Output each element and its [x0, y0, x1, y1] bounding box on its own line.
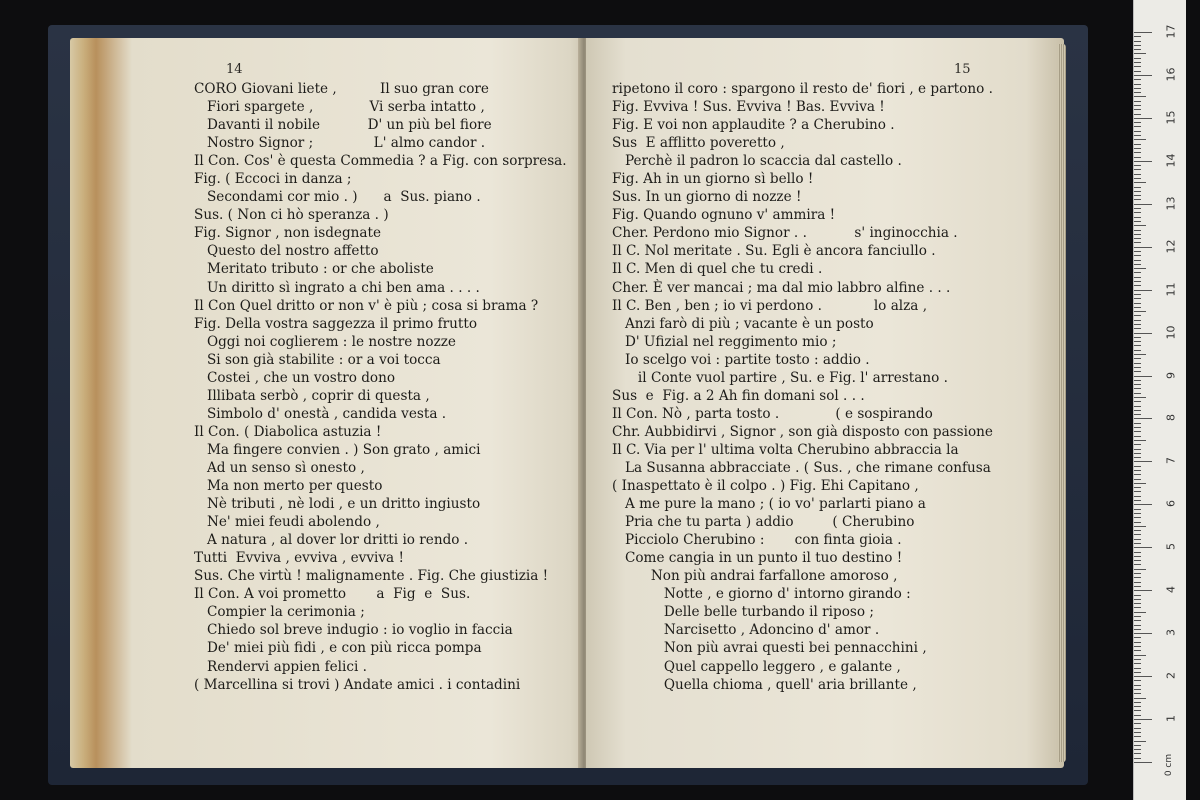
ruler-number: 3 — [1164, 629, 1178, 637]
ruler-tick — [1134, 303, 1141, 304]
ruler-tick — [1134, 298, 1141, 299]
ruler-tick — [1134, 307, 1141, 308]
ruler-tick — [1134, 461, 1152, 462]
ruler-tick — [1134, 131, 1141, 132]
text-line: La Susanna abbracciate . ( Sus. , che rimane confusa — [612, 459, 991, 476]
ruler-tick — [1134, 152, 1141, 153]
ruler-tick — [1134, 745, 1141, 746]
ruler-number: 13 — [1164, 196, 1178, 211]
ruler-tick — [1134, 414, 1141, 415]
ruler-tick — [1134, 500, 1141, 501]
text-line: Meritato tributo : or che aboliste — [194, 261, 434, 278]
text-line: Notte , e giorno d' intorno girando : — [612, 586, 911, 603]
ruler-tick — [1134, 350, 1141, 351]
ruler-tick — [1134, 264, 1141, 265]
ruler-tick — [1134, 552, 1141, 553]
ruler-number: 14 — [1164, 153, 1178, 168]
text-line: Ma fingere convien . ) Son grato , amici — [194, 441, 481, 458]
ruler-tick — [1134, 148, 1141, 149]
ruler-tick — [1134, 569, 1146, 570]
text-line: Fig. Ah in un giorno sì bello ! — [612, 171, 814, 188]
ruler-tick — [1134, 41, 1141, 42]
text-line: Costei , che un vostro dono — [194, 369, 396, 386]
ruler-tick — [1134, 736, 1141, 737]
ruler-number: 8 — [1164, 414, 1178, 422]
text-line: Il C. Men di quel che tu credi . — [612, 261, 823, 278]
ruler-tick — [1134, 689, 1141, 690]
text-line: Illibata serbò , coprir di questa , — [194, 387, 430, 404]
ruler-tick — [1134, 376, 1152, 377]
ruler-tick — [1134, 431, 1141, 432]
ruler-tick — [1134, 315, 1141, 316]
text-line: Un diritto sì ingrato a chi ben ama . . . . — [194, 279, 480, 296]
ruler-tick — [1134, 676, 1152, 677]
text-line: Il C. Ben , ben ; io vi perdono . lo alza , — [612, 297, 928, 314]
ruler-tick — [1134, 255, 1141, 256]
text-line: Nostro Signor ; L' almo candor . — [194, 135, 486, 152]
ruler-tick — [1134, 204, 1152, 205]
ruler-tick — [1134, 753, 1141, 754]
ruler-tick — [1134, 84, 1141, 85]
ruler-tick — [1134, 620, 1141, 621]
page-edge-stack — [1058, 44, 1066, 762]
open-book — [70, 38, 1065, 768]
ruler-tick — [1134, 672, 1141, 673]
ruler-tick — [1134, 646, 1141, 647]
text-line: Come cangia in un punto il tuo destino ! — [612, 550, 903, 567]
ruler-tick — [1134, 491, 1141, 492]
ruler-tick — [1134, 418, 1152, 419]
text-line: ripetono il coro : spargono il resto de' fiori , e partono . — [612, 81, 993, 97]
text-line: Davanti il nobile D' un più bel fiore — [194, 117, 492, 134]
ruler-tick — [1134, 410, 1141, 411]
text-line: Pria che tu parta ) addio ( Cherubino — [612, 514, 915, 531]
ruler-tick — [1134, 380, 1141, 381]
text-line: Secondami cor mio . ) a Sus. piano . — [194, 189, 481, 206]
ruler-tick — [1134, 363, 1141, 364]
ruler-tick — [1134, 260, 1141, 261]
text-line: Il Con. Cos' è questa Commedia ? a Fig. con sorpresa. — [194, 153, 567, 170]
ruler-tick — [1134, 526, 1146, 527]
text-line: Sus. In un giorno di nozze ! — [612, 189, 802, 206]
ruler-tick — [1134, 637, 1141, 638]
ruler-tick — [1134, 75, 1152, 76]
ruler-tick — [1134, 118, 1152, 119]
ruler-tick — [1134, 444, 1141, 445]
ruler-tick — [1134, 182, 1146, 183]
ruler-tick — [1134, 212, 1141, 213]
text-line: Questo del nostro affetto — [194, 243, 379, 260]
ruler-number: 9 — [1164, 371, 1178, 379]
ruler-tick — [1134, 191, 1141, 192]
ruler-tick — [1134, 96, 1146, 97]
ruler-tick — [1134, 479, 1141, 480]
ruler-tick — [1134, 719, 1152, 720]
ruler-tick — [1134, 573, 1141, 574]
ruler-tick — [1134, 333, 1152, 334]
text-line: Quella chioma , quell' aria brillante , — [612, 676, 917, 693]
ruler-tick — [1134, 470, 1141, 471]
text-line: A me pure la mano ; ( io vo' parlarti piano a — [612, 496, 926, 513]
right-page — [586, 38, 1064, 768]
ruler-tick — [1134, 272, 1141, 273]
ruler-tick — [1134, 230, 1141, 231]
ruler-tick — [1134, 590, 1152, 591]
text-line: Sus e Fig. a 2 Ah fin domani sol . . . — [612, 387, 865, 404]
ruler-tick — [1134, 474, 1141, 475]
scale-ruler — [1133, 0, 1186, 800]
ruler-tick — [1134, 457, 1141, 458]
ruler-tick — [1134, 268, 1146, 269]
ruler-unit-label: 0 cm — [1164, 753, 1175, 777]
ruler-tick — [1134, 534, 1141, 535]
ruler-tick — [1134, 114, 1141, 115]
ruler-number: 4 — [1164, 586, 1178, 594]
ruler-tick — [1134, 221, 1141, 222]
ruler-tick — [1134, 242, 1141, 243]
ruler-tick — [1134, 749, 1141, 750]
ruler-tick — [1134, 341, 1141, 342]
ruler-tick — [1134, 530, 1141, 531]
ruler-tick — [1134, 337, 1141, 338]
text-line: Sus. ( Non ci hò speranza . ) — [194, 207, 389, 224]
ruler-tick — [1134, 109, 1141, 110]
ruler-tick — [1134, 45, 1141, 46]
ruler-tick — [1134, 483, 1146, 484]
ruler-tick — [1134, 466, 1141, 467]
ruler-tick — [1134, 642, 1141, 643]
ruler-tick — [1134, 401, 1141, 402]
text-line: Sus E afflitto poveretto , — [612, 135, 785, 152]
ruler-tick — [1134, 685, 1141, 686]
ruler-number: 15 — [1164, 110, 1178, 125]
ruler-tick — [1134, 487, 1141, 488]
ruler-tick — [1134, 715, 1141, 716]
ruler-tick — [1134, 135, 1141, 136]
ruler-tick — [1134, 62, 1141, 63]
ruler-tick — [1134, 393, 1141, 394]
text-line: A natura , al dover lor dritti io rendo . — [194, 532, 469, 549]
ruler-tick — [1134, 582, 1141, 583]
text-line: Il Con. A voi prometto a Fig e Sus. — [194, 586, 471, 603]
ruler-tick — [1134, 659, 1141, 660]
text-line: Chiedo sol breve indugio : io voglio in faccia — [194, 622, 513, 639]
ruler-tick — [1134, 556, 1141, 557]
text-line: Io scelgo voi : partite tosto : addio . — [612, 351, 870, 368]
ruler-tick — [1134, 195, 1141, 196]
text-line: Sus. Che virtù ! malignamente . Fig. Che giustizia ! — [194, 568, 549, 585]
ruler-tick — [1134, 732, 1141, 733]
ruler-tick — [1134, 616, 1141, 617]
text-line: Fiori spargete , Vi serba intatto , — [194, 99, 485, 116]
ruler-number: 10 — [1164, 325, 1178, 340]
ruler-tick — [1134, 758, 1141, 759]
ruler-tick — [1134, 169, 1141, 170]
ruler-tick — [1134, 161, 1152, 162]
ruler-tick — [1134, 367, 1141, 368]
text-line: Tutti Evviva , evviva , evviva ! — [194, 550, 404, 567]
ruler-tick — [1134, 698, 1146, 699]
text-line: Fig. E voi non applaudite ? a Cherubino . — [612, 117, 895, 134]
ruler-tick — [1134, 663, 1141, 664]
text-line: Fig. Della vostra saggezza il primo frutto — [194, 315, 478, 332]
ruler-tick — [1134, 187, 1141, 188]
right-page-text — [612, 80, 993, 694]
text-line: Picciolo Cherubino : con finta gioia . — [612, 532, 902, 549]
ruler-tick — [1134, 122, 1141, 123]
text-line: Fig. Evviva ! Sus. Evviva ! Bas. Evviva ! — [612, 99, 885, 116]
ruler-tick — [1134, 388, 1141, 389]
ruler-tick — [1134, 577, 1141, 578]
ruler-tick — [1134, 741, 1146, 742]
ruler-tick — [1134, 290, 1152, 291]
ruler-number: 11 — [1164, 282, 1178, 297]
ruler-tick — [1134, 49, 1141, 50]
ruler-tick — [1134, 32, 1152, 33]
text-line: Fig. Quando ognuno v' ammira ! — [612, 207, 836, 224]
ruler-tick — [1134, 53, 1146, 54]
ruler-tick — [1134, 560, 1141, 561]
ruler-tick — [1134, 710, 1141, 711]
ruler-tick — [1134, 680, 1141, 681]
ruler-tick — [1134, 165, 1141, 166]
text-line: ( Marcellina si trovi ) Andate amici . i contadini — [194, 676, 521, 693]
ruler-tick — [1134, 522, 1141, 523]
ruler-tick — [1134, 178, 1141, 179]
text-line: Non più avrai questi bei pennacchini , — [612, 640, 927, 657]
ruler-tick — [1134, 564, 1141, 565]
text-line: Fig. ( Eccoci in danza ; — [194, 171, 352, 188]
text-line: Simbolo d' onestà , candida vesta . — [194, 405, 447, 422]
text-line: Il C. Nol meritate . Su. Egli è ancora fanciullo . — [612, 243, 936, 260]
text-line: Ne' miei feudi abolendo , — [194, 514, 380, 531]
text-line: Narcisetto , Adoncino d' amor . — [612, 622, 880, 639]
ruler-tick — [1134, 633, 1152, 634]
left-page-text — [194, 80, 567, 694]
ruler-tick — [1134, 384, 1141, 385]
ruler-tick — [1134, 217, 1141, 218]
ruler-tick — [1134, 650, 1141, 651]
ruler-tick — [1134, 105, 1141, 106]
ruler-tick — [1134, 702, 1141, 703]
ruler-tick — [1134, 71, 1141, 72]
text-line: Anzi farò di più ; vacante è un posto — [612, 315, 874, 332]
ruler-tick — [1134, 423, 1141, 424]
ruler-tick — [1134, 603, 1141, 604]
ruler-tick — [1134, 251, 1141, 252]
ruler-tick — [1134, 543, 1141, 544]
ruler-tick — [1134, 126, 1141, 127]
ruler-tick — [1134, 92, 1141, 93]
ruler-number: 7 — [1164, 457, 1178, 465]
ruler-number: 1 — [1164, 715, 1178, 723]
ruler-tick — [1134, 668, 1141, 669]
ruler-tick — [1134, 397, 1146, 398]
ruler-tick — [1134, 607, 1141, 608]
text-line: Quel cappello leggero , e galante , — [612, 658, 901, 675]
text-line: CORO Giovani liete , Il suo gran core — [194, 81, 489, 97]
text-line: Cher. Perdono mio Signor . . s' inginocchia . — [612, 225, 958, 242]
ruler-tick — [1134, 586, 1141, 587]
ruler-number: 12 — [1164, 239, 1178, 254]
ruler-tick — [1134, 625, 1141, 626]
ruler-tick — [1134, 157, 1141, 158]
text-line: Compier la cerimonia ; — [194, 604, 365, 621]
ruler-number: 5 — [1164, 543, 1178, 551]
ruler-tick — [1134, 513, 1141, 514]
ruler-number: 6 — [1164, 500, 1178, 508]
ruler-tick — [1134, 345, 1141, 346]
ruler-tick — [1134, 234, 1141, 235]
ruler-tick — [1134, 277, 1141, 278]
ruler-number: 17 — [1164, 24, 1178, 39]
ruler-tick — [1134, 225, 1146, 226]
text-line: Il Con Quel dritto or non v' è più ; cosa si brama ? — [194, 297, 539, 314]
right-page-number: 15 — [954, 62, 971, 77]
ruler-tick — [1134, 79, 1141, 80]
text-line: D' Ufizial nel reggimento mio ; — [612, 333, 837, 350]
ruler-tick — [1134, 247, 1152, 248]
ruler-tick — [1134, 599, 1141, 600]
ruler-tick — [1134, 406, 1141, 407]
ruler-tick — [1134, 88, 1141, 89]
text-line: il Conte vuol partire , Su. e Fig. l' arrestano . — [612, 369, 948, 386]
ruler-number: 16 — [1164, 67, 1178, 82]
ruler-tick — [1134, 706, 1141, 707]
ruler-tick — [1134, 762, 1152, 763]
left-page-number: 14 — [226, 62, 243, 77]
text-line: Si son già stabilite : or a voi tocca — [194, 351, 441, 368]
ruler-tick — [1134, 504, 1152, 505]
ruler-tick — [1134, 358, 1141, 359]
ruler-tick — [1134, 629, 1141, 630]
ruler-tick — [1134, 294, 1141, 295]
ruler-tick — [1134, 174, 1141, 175]
text-line: Il Con. ( Diabolica astuzia ! — [194, 423, 382, 440]
ruler-tick — [1134, 285, 1141, 286]
text-line: Nè tributi , nè lodi , e un dritto ingiusto — [194, 496, 481, 513]
ruler-tick — [1134, 328, 1141, 329]
ruler-number: 2 — [1164, 672, 1178, 680]
text-line: Oggi noi coglierem : le nostre nozze — [194, 333, 456, 350]
ruler-tick — [1134, 693, 1141, 694]
text-line: Chr. Aubbidirvi , Signor , son già disposto con passione — [612, 423, 993, 440]
ruler-tick — [1134, 655, 1146, 656]
ruler-tick — [1134, 311, 1146, 312]
text-line: Non più andrai farfallone amoroso , — [612, 568, 898, 585]
text-line: Il Con. Nò , parta tosto . ( e sospirando — [612, 405, 933, 422]
ruler-tick — [1134, 509, 1141, 510]
text-line: ( Inaspettato è il colpo . ) Fig. Ehi Capitano , — [612, 478, 919, 495]
text-line: Ad un senso sì onesto , — [194, 459, 365, 476]
ruler-tick — [1134, 199, 1141, 200]
ruler-tick — [1134, 440, 1146, 441]
ruler-tick — [1134, 101, 1141, 102]
ruler-tick — [1134, 144, 1141, 145]
left-page — [70, 38, 582, 768]
text-line: Fig. Signor , non isdegnate — [194, 225, 382, 242]
ruler-tick — [1134, 66, 1141, 67]
text-line: Il C. Via per l' ultima volta Cherubino abbraccia la — [612, 441, 959, 458]
ruler-tick — [1134, 320, 1141, 321]
ruler-tick — [1134, 547, 1152, 548]
ruler-tick — [1134, 449, 1141, 450]
ruler-tick — [1134, 496, 1141, 497]
ruler-tick — [1134, 354, 1146, 355]
text-line: De' miei più fidi , e con più ricca pompa — [194, 640, 482, 657]
ruler-tick — [1134, 58, 1141, 59]
ruler-tick — [1134, 36, 1141, 37]
ruler-tick — [1134, 612, 1146, 613]
text-line: Perchè il padron lo scaccia dal castello . — [612, 153, 902, 170]
ruler-tick — [1134, 371, 1141, 372]
text-line: Ma non merto per questo — [194, 478, 383, 495]
text-line: Rendervi appien felici . — [194, 658, 367, 675]
ruler-tick — [1134, 517, 1141, 518]
ruler-tick — [1134, 728, 1141, 729]
ruler-tick — [1134, 139, 1146, 140]
ruler-tick — [1134, 427, 1141, 428]
ruler-tick — [1134, 324, 1141, 325]
ruler-tick — [1134, 281, 1141, 282]
ruler-tick — [1134, 208, 1141, 209]
ruler-tick — [1134, 453, 1141, 454]
ruler-tick — [1134, 595, 1141, 596]
text-line: Cher. È ver mancai ; ma dal mio labbro alfine . . . — [612, 279, 951, 296]
ruler-tick — [1134, 723, 1141, 724]
ruler-tick — [1134, 436, 1141, 437]
ruler-tick — [1134, 238, 1141, 239]
ruler-tick — [1134, 539, 1141, 540]
text-line: Delle belle turbando il riposo ; — [612, 604, 874, 621]
